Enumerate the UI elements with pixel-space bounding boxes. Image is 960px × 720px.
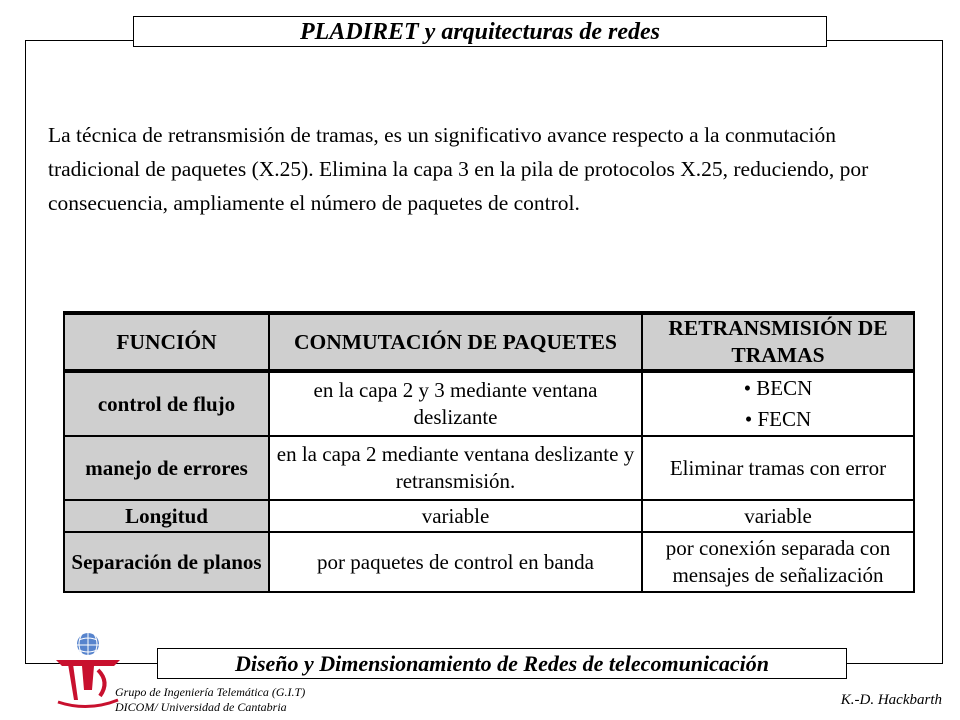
table-row: [64, 436, 914, 500]
header-cell-frame-relay: RETRANSMISIÓN DE TRAMAS: [642, 312, 914, 372]
footer-title: Diseño y Dimensionamiento de Redes de telecomunicación: [157, 648, 847, 679]
group-name: Grupo de Ingeniería Telemática (G.I.T): [115, 685, 306, 699]
table-row: [64, 372, 914, 436]
bullet-icon: •: [744, 407, 758, 431]
comparison-table: [63, 311, 915, 593]
function-cell: manejo de errores: [64, 436, 269, 500]
function-cell: Separación de planos: [64, 532, 269, 592]
frame-cell: variable: [642, 500, 914, 532]
bullet-text: FECN: [757, 407, 812, 431]
bullet-text: BECN: [756, 376, 813, 400]
function-cell: Longitud: [64, 500, 269, 532]
intro-paragraph: La técnica de retransmisión de tramas, es un significativo avance respecto a la conmutación tradicional de paquetes (X.25). Elimina la capa 3 en la pila de protocolos X.25, reduciendo, por consecuencia, ampliamente el número de paquetes de control.: [48, 123, 869, 215]
author-name: K.-D. Hackbarth: [840, 692, 942, 708]
header-cell-function: FUNCIÓN: [64, 312, 269, 372]
group-info: [115, 685, 305, 715]
packet-cell: en la capa 2 y 3 mediante ventana deslizante: [269, 372, 642, 436]
table-row: [64, 500, 914, 532]
packet-cell: variable: [269, 500, 642, 532]
packet-cell: por paquetes de control en banda: [269, 532, 642, 592]
bullet-icon: •: [743, 376, 757, 400]
packet-cell: en la capa 2 mediante ventana deslizante y retransmisión.: [269, 436, 642, 500]
function-cell: control de flujo: [64, 372, 269, 436]
slide-title: PLADIRET y arquitecturas de redes: [133, 16, 827, 47]
frame-cell: [642, 372, 914, 436]
table-header-row: [64, 312, 914, 372]
frame-cell: Eliminar tramas con error: [642, 436, 914, 500]
frame-cell: por conexión separada con mensajes de señalización: [642, 532, 914, 592]
table-row: [64, 532, 914, 592]
group-university: DICOM/ Universidad de Cantabria: [115, 700, 287, 714]
bullet-item: [647, 404, 909, 435]
bullet-item: [647, 373, 909, 404]
header-cell-packet-switching: CONMUTACIÓN DE PAQUETES: [269, 312, 642, 372]
